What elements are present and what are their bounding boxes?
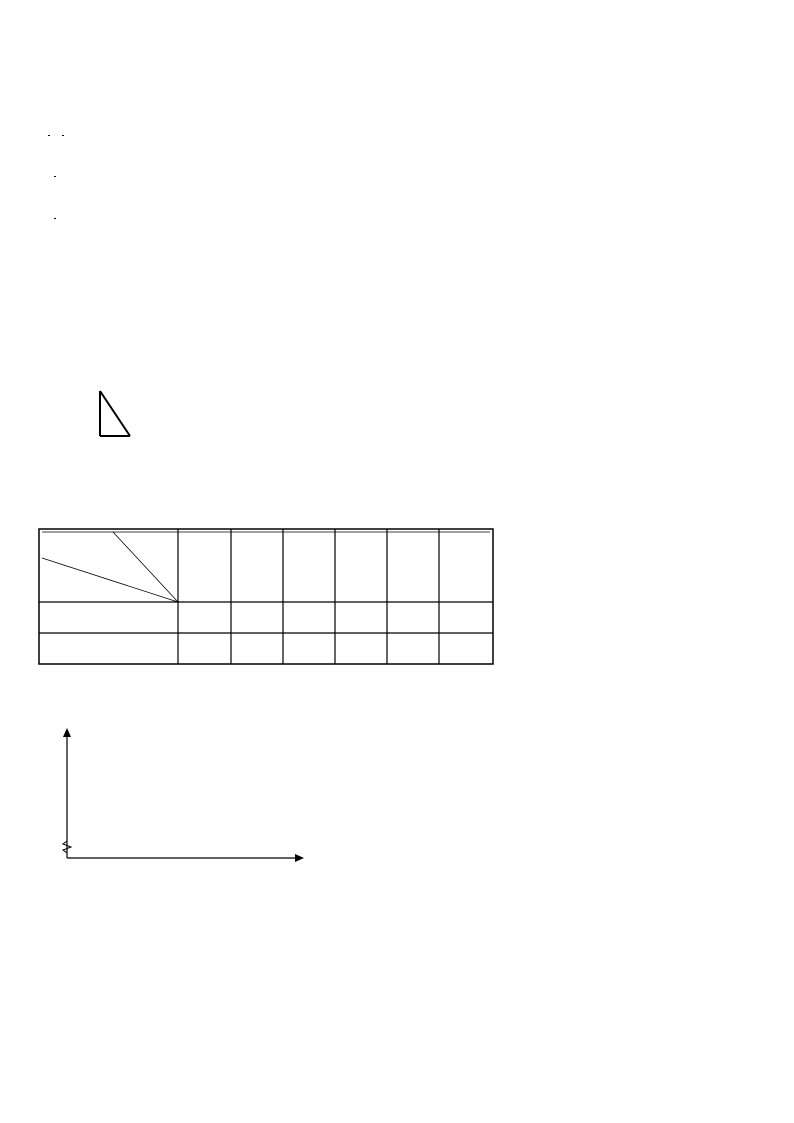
electricity-table xyxy=(38,528,494,666)
y-axis-arrow xyxy=(63,728,71,737)
equation-2 xyxy=(40,175,66,178)
triangle-side-ab xyxy=(100,391,130,436)
equation-1 xyxy=(40,134,66,137)
table-border xyxy=(39,529,493,664)
label-bg xyxy=(89,378,99,390)
line-chart xyxy=(36,704,366,884)
fraction xyxy=(48,134,50,137)
label-bg xyxy=(131,438,141,450)
equation-3 xyxy=(40,217,66,220)
fraction xyxy=(62,134,64,137)
label-bg xyxy=(89,438,99,450)
fraction xyxy=(54,175,56,178)
fraction xyxy=(54,217,56,220)
rotation-grid xyxy=(38,373,194,483)
x-axis-arrow xyxy=(295,854,304,862)
